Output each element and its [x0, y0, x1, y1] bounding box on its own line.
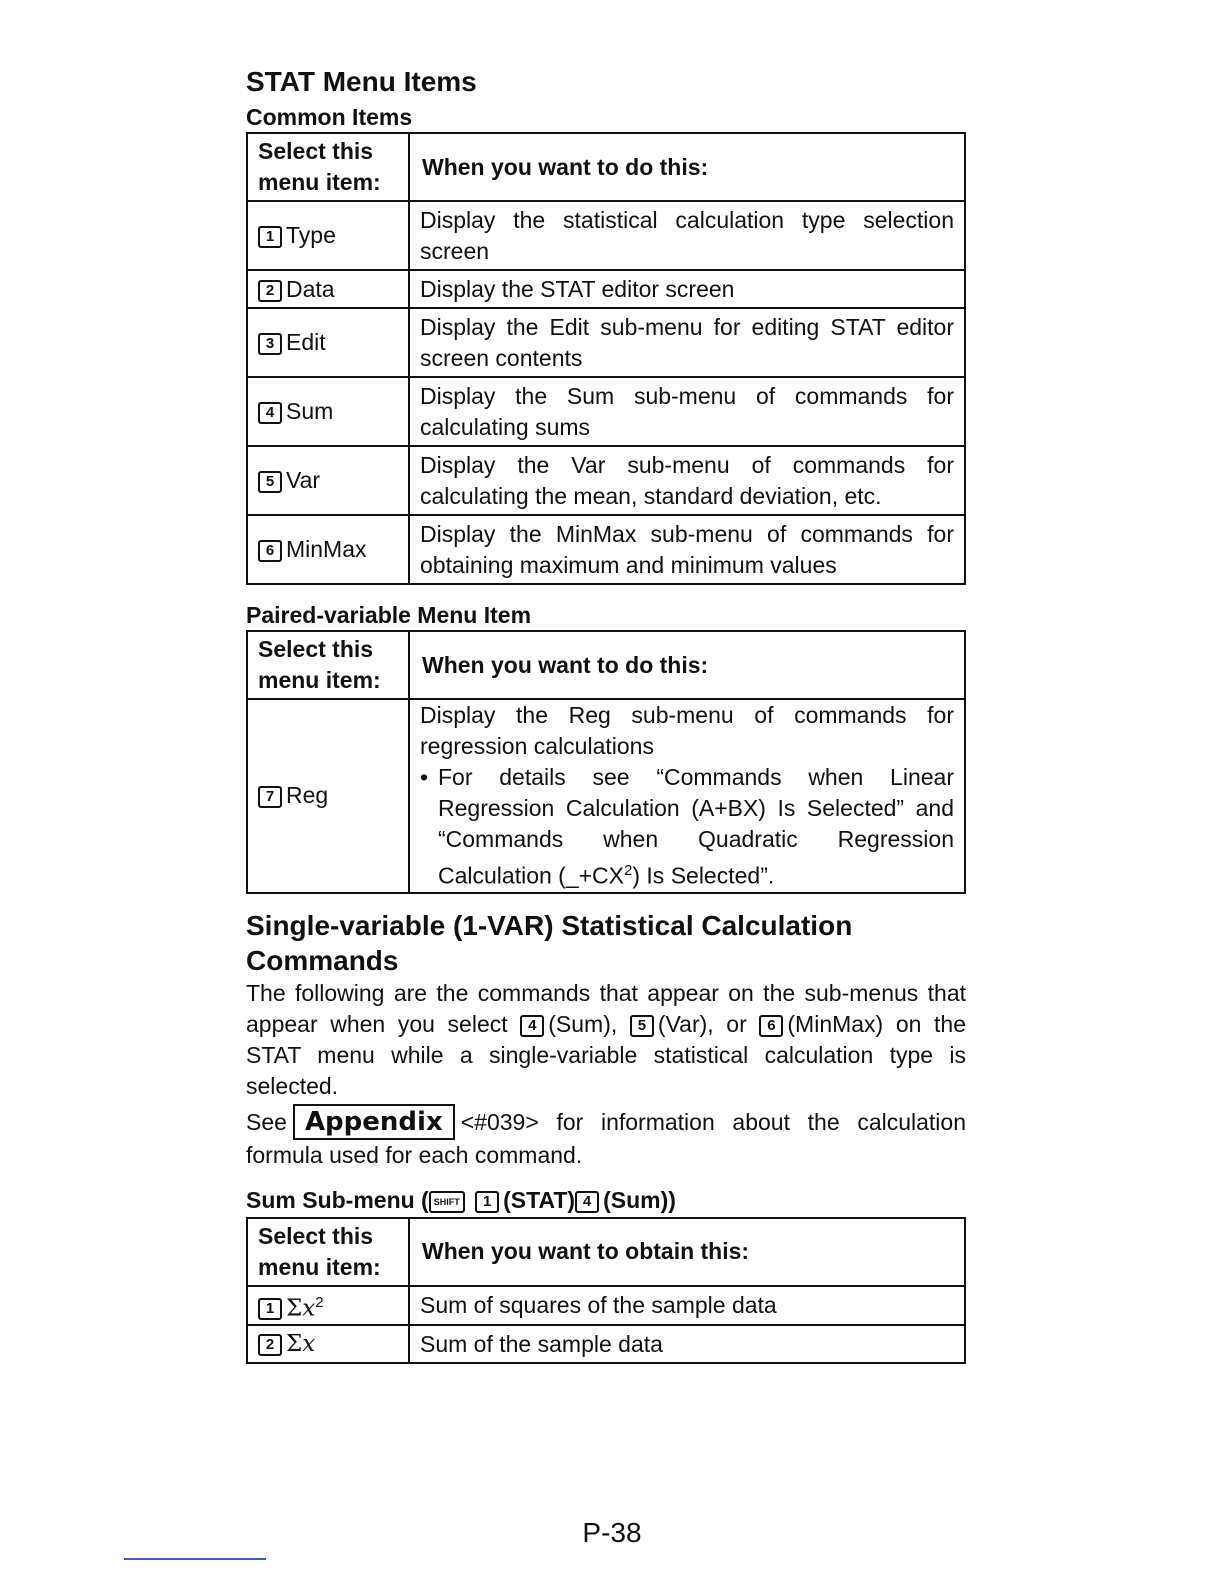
menu-item-desc: Display the Var sub-menu of commands for calculating the mean, standard deviation, etc.: [409, 446, 965, 515]
table-row: [247, 270, 965, 308]
table-row: [247, 515, 965, 584]
menu-item-sum-x: 2 Σx: [247, 1325, 409, 1363]
table-row: [247, 201, 965, 270]
key-1-icon: 1: [258, 226, 282, 248]
menu-item-desc: Sum of squares of the sample data: [409, 1286, 965, 1326]
appendix-reference: Appendix: [293, 1104, 455, 1140]
paired-variable-heading: Paired-variable Menu Item: [246, 602, 532, 628]
col-select-header: Select this menu item:: [247, 1218, 409, 1286]
shift-key-icon: SHIFT: [429, 1191, 465, 1213]
menu-item-var: 5 Var: [247, 446, 409, 515]
table-row: [247, 1286, 965, 1326]
table-row: [247, 377, 965, 446]
menu-item-edit: 3 Edit: [247, 308, 409, 377]
key-2-icon: 2: [258, 1334, 282, 1356]
key-5-icon: 5: [258, 471, 282, 493]
table-header-row: [247, 133, 965, 201]
table-row: [247, 1325, 965, 1363]
page-number: P-38: [582, 1517, 642, 1548]
appendix-paragraph: See Appendix <#039> for information about the calculation formula used for each command.: [246, 1104, 966, 1171]
table-header-row: [247, 1218, 965, 1286]
menu-item-sum: 4 Sum: [247, 377, 409, 446]
key-2-icon: 2: [258, 280, 282, 302]
menu-item-desc: Display the STAT editor screen: [409, 270, 965, 308]
key-4-icon: 4: [258, 402, 282, 424]
key-3-icon: 3: [258, 333, 282, 355]
footer-underline: [124, 1558, 266, 1560]
paired-variable-table: [246, 630, 966, 894]
key-1-icon: 1: [475, 1191, 499, 1213]
menu-item-reg: 7 Reg: [247, 699, 409, 893]
common-items-heading: Common Items: [246, 104, 413, 130]
key-6-icon: 6: [759, 1015, 783, 1037]
menu-item-sum-x-squared: 1 $\Sigma x^2$: [247, 1286, 409, 1326]
key-5-icon: 5: [630, 1015, 654, 1037]
single-variable-heading: Single-variable (1-VAR) Statistical Calculation Commands: [246, 909, 853, 976]
intro-paragraph: The following are the commands that appear on the sub-menus that appear when you select 4 (Sum), 5 (Var), or 6 (MinMax) on the STAT menu while a single-variable statistical calculation type is selected.: [246, 979, 967, 1099]
manual-page: [246, 62, 966, 1364]
table-row: [247, 308, 965, 377]
sum-submenu-heading: Sum Sub-menu ( SHIFT 1 (STAT) 4 (Sum)): [246, 1186, 676, 1213]
sum-submenu-table: [246, 1217, 966, 1365]
key-6-icon: 6: [258, 540, 282, 562]
menu-item-minmax: 6 MinMax: [247, 515, 409, 584]
table-row: [247, 699, 965, 893]
col-select-header: Select this menu item:: [247, 631, 409, 699]
common-items-table: [246, 132, 966, 585]
table-header-row: [247, 631, 965, 699]
details-note: • For details see “Commands when Linear Regression Calculation (A+BX) Is Selected” and “Commands when Quadratic Regression Calculation $(\_+CX^2)$ Is Selected”.: [420, 762, 954, 892]
menu-item-desc: Display the Edit sub-menu for editing STAT editor screen contents: [409, 308, 965, 377]
sigma-icon: Σ: [286, 1331, 303, 1358]
key-4-icon: 4: [575, 1191, 599, 1213]
bullet-icon: •: [420, 764, 429, 790]
col-obtain-header: When you want to obtain this:: [409, 1218, 965, 1286]
col-action-header: When you want to do this:: [409, 631, 965, 699]
sigma-icon: Σ: [286, 1295, 303, 1322]
menu-item-desc: Display the MinMax sub-menu of commands for obtaining maximum and minimum values: [409, 515, 965, 584]
menu-item-desc: Display the statistical calculation type selection screen: [409, 201, 965, 270]
menu-item-data: 2 Data: [247, 270, 409, 308]
menu-item-type: 1 Type: [247, 201, 409, 270]
key-7-icon: 7: [258, 786, 282, 808]
col-action-header: When you want to do this:: [409, 133, 965, 201]
table-row: [247, 446, 965, 515]
menu-item-desc: Display the Sum sub-menu of commands for calculating sums: [409, 377, 965, 446]
col-select-header: Select this menu item:: [247, 133, 409, 201]
page-title: STAT Menu Items: [246, 66, 477, 97]
key-1-icon: 1: [258, 1298, 282, 1320]
key-4-icon: 4: [520, 1015, 544, 1037]
menu-item-desc: Sum of the sample data: [409, 1325, 965, 1363]
menu-item-desc: Display the Reg sub-menu of commands for regression calculations • For details see “Commands when Linear Regression Calculation (A+BX) Is Selected” and “Commands when Quadratic Regression Calculation $(\_+CX^2)$ Is Selected”.: [409, 699, 965, 893]
